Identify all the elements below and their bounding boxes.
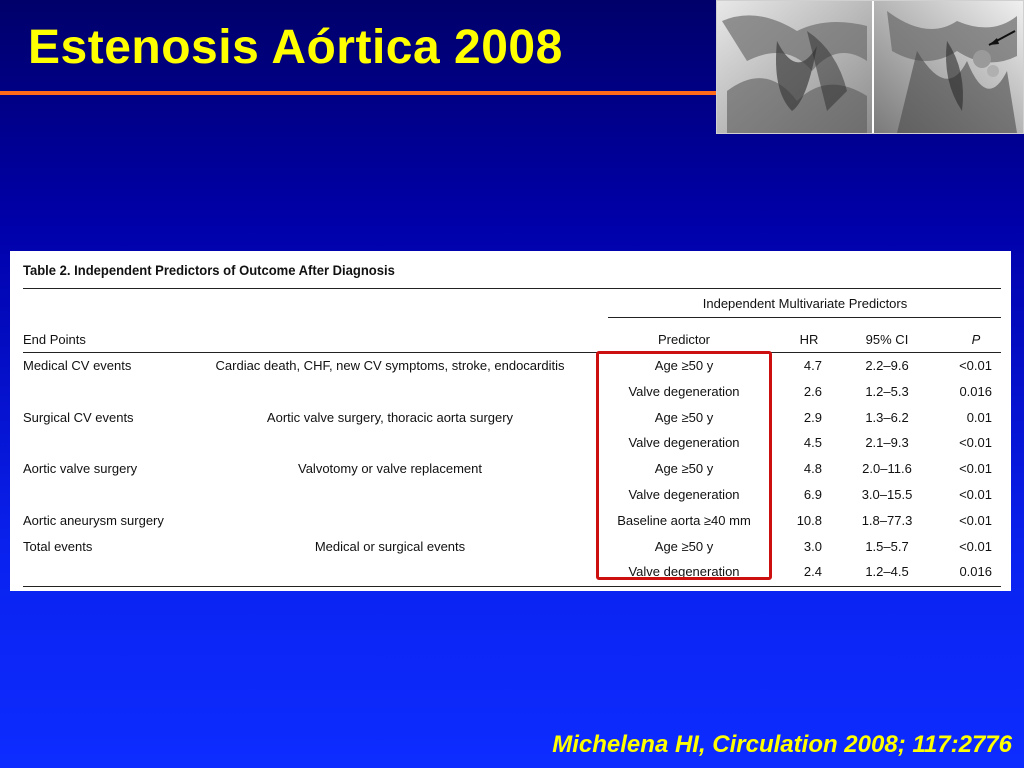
cell-hr: 4.5 [803,435,822,450]
cell-ci: 1.5–5.7 [865,539,909,554]
cell-ci: 2.0–11.6 [862,461,912,476]
cell-predictor: Valve degeneration [628,564,740,579]
cell-description: Aortic valve surgery, thoracic aorta surgery [266,410,514,425]
cell-hr: 2.4 [803,564,822,579]
rule-group [608,317,1001,318]
cell-description: Cardiac death, CHF, new CV symptoms, stroke, endocarditis [215,358,565,373]
cell-predictor: Age ≥50 y [654,461,714,476]
citation: Michelena HI, Circulation 2008; 117:2776 [552,731,1012,758]
rule-header [23,352,1001,353]
cell-p: 0.016 [959,564,992,579]
cell-predictor: Valve degeneration [628,487,740,502]
cell-hr: 4.8 [803,461,822,476]
header-p: P [971,332,981,347]
aortic-valve-photo-icon [717,1,1023,133]
header-ci: 95% CI [865,332,909,347]
cell-ci: 1.2–4.5 [865,564,909,579]
cell-ci: 3.0–15.5 [861,487,913,502]
cell-p: <0.01 [959,513,992,528]
cell-predictor: Valve degeneration [628,435,740,450]
header-end-points: End Points [23,332,86,347]
header-predictor: Predictor [657,332,711,347]
cell-ci: 1.8–77.3 [861,513,913,528]
cell-end-point: Total events [23,539,93,554]
cell-p: 0.016 [959,384,992,399]
cell-p: <0.01 [959,539,992,554]
cell-ci: 2.2–9.6 [865,358,909,373]
cell-end-point: Medical CV events [23,358,132,373]
cell-end-point: Aortic valve surgery [23,461,138,476]
predictors-table [10,251,1011,591]
cell-predictor: Baseline aorta ≥40 mm [617,513,751,528]
cell-hr: 4.7 [803,358,822,373]
slide-title: Estenosis Aórtica 2008 [28,21,563,74]
rule-top [23,288,1001,289]
cell-p: <0.01 [959,435,992,450]
cell-end-point: Aortic aneurysm surgery [23,513,164,528]
cell-hr: 2.6 [803,384,822,399]
cell-predictor: Age ≥50 y [654,410,714,425]
cell-ci: 2.1–9.3 [865,435,909,450]
cell-predictor: Age ≥50 y [654,358,714,373]
table-caption: Table 2. Independent Predictors of Outcome After Diagnosis [23,262,395,278]
title-underline [0,91,718,95]
cell-hr: 2.9 [803,410,822,425]
cell-p: <0.01 [959,461,992,476]
aortic-valve-photo [716,0,1024,134]
highlight-box [596,351,772,580]
cell-hr: 6.9 [803,487,822,502]
cell-description: Medical or surgical events [314,539,466,554]
cell-ci: 1.3–6.2 [865,410,909,425]
cell-hr: 3.0 [803,539,822,554]
cell-ci: 1.2–5.3 [865,384,909,399]
cell-p: 0.01 [966,410,992,425]
group-header: Independent Multivariate Predictors [702,296,908,311]
cell-p: <0.01 [959,358,992,373]
cell-p: <0.01 [959,487,992,502]
cell-hr: 10.8 [796,513,822,528]
cell-predictor: Valve degeneration [628,384,740,399]
header-hr: HR [799,332,819,347]
rule-bottom [23,586,1001,587]
cell-predictor: Age ≥50 y [654,539,714,554]
cell-end-point: Surgical CV events [23,410,134,425]
cell-description: Valvotomy or valve replacement [297,461,483,476]
